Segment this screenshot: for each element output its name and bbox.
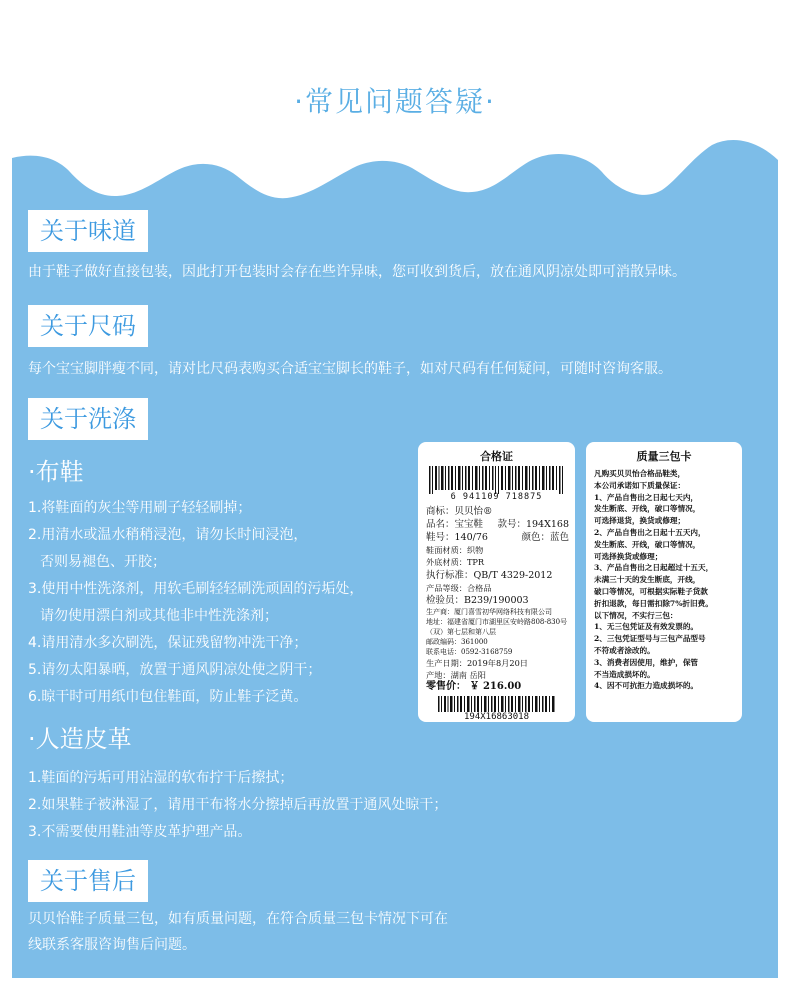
warranty-line: 破口等情况，可根据实际鞋子货款 [594,586,708,596]
warranty-line: 3、消费者因使用，维护，保管 [594,657,699,667]
warranty-line: 不符或者涂改的。 [594,645,655,655]
page-title: ·常见问题答疑· [294,85,496,118]
warranty-line: 不当造成损坏的。 [594,669,655,679]
leather-care-list [28,765,447,846]
section-tag-washing: 关于洗涤 [28,398,148,440]
list-item: 请勿使用漂白剂或其他非中性洗涤剂； [40,608,278,624]
name-style-row [426,518,569,531]
style-no: 款号：194X168 [497,519,569,530]
standard: 执行标准：QB/T 4329-2012 [426,569,553,581]
faq-panel [12,40,778,978]
barcode-image [427,466,567,494]
warranty-line: 本公司承诺如下质量保证： [594,480,686,490]
postcode: 邮政编码：361000 [426,637,488,646]
sole-material: 外底材质：TPR [426,557,485,568]
list-item: 3.不需要使用鞋油等皮革护理产品。 [28,824,252,840]
warranty-card [586,442,742,722]
list-item: 1.将鞋面的灰尘等用刷子轻轻刷掉； [28,500,252,516]
list-item: 1.鞋面的污垢可用沾湿的软布拧干后擦拭； [28,770,294,786]
list-item: 5.请勿太阳暴晒，放置于通风阴凉处使之阴干； [28,662,322,678]
warranty-line: 折扣退款，每日需扣除7%折旧费。 [594,598,713,608]
warranty-line: 可选择退货，换货或修理； [594,516,686,526]
warranty-title: 质量三包卡 [636,450,692,463]
manufacturer: 生产商：厦门喜雪初华网络科技有限公司 [426,607,552,616]
cloth-heading: ·布鞋 [28,458,84,486]
warranty-body [586,464,742,692]
origin: 产地：湖南 岳阳 [426,670,486,681]
shoe-size: 鞋号：140/76 [426,532,488,543]
product-name: 品名：宝宝鞋 [426,519,484,530]
brand: 商标：贝贝怡® [426,506,493,517]
warranty-line: 4、因不可抗拒力造成损坏的。 [594,681,699,691]
section-tag-smell: 关于味道 [28,210,148,252]
list-item: 否则易褪色、开胶； [40,554,166,570]
grade: 产品等级：合格品 [426,582,492,593]
section-tag-size: 关于尺码 [28,305,148,347]
warranty-line: 发生断底、开线，破口等情况， [594,504,701,514]
list-item: 2.用清水或温水稍稍浸泡，请勿长时间浸泡， [28,527,308,543]
address: 地址：福建省厦门市湖里区安岭路808-830号（双）第七层和第八层 [426,617,568,636]
warranty-line: 2、产品自售出之日起十五天内， [594,527,706,537]
smell-text: 由于鞋子做好直接包装，因此打开包装时会存在些许异味，您可收到货后，放在通风阴凉处即可消散异味。 [28,264,686,280]
bottom-code: 194X16863018 [463,711,530,722]
section-tag-after-sales: 关于售后 [28,860,148,902]
certificate-card [418,442,575,722]
phone: 联系电话：0592-3168759 [426,647,513,656]
size-color-row [426,531,569,544]
warranty-line: 发生断底、开线，破口等情况， [594,539,701,549]
retail-price: 零售价： ￥ 216.00 [426,681,522,693]
inspector: 检验员：B239/190003 [426,594,529,606]
after-sales-line-2: 线联系客服咨询售后问题。 [28,937,196,953]
cloth-care-list [28,495,363,711]
after-sales-line-1: 贝贝怡鞋子质量三包，如有质量问题，在符合质量三包卡情况下可在 [28,911,448,927]
warranty-line: 1、产品自售出之日起七天内， [594,492,699,502]
warranty-line: 2、三包凭证型号与三包产品型号 [594,634,706,644]
warranty-line: 3、产品自售出之日起超过十五天， [594,563,714,573]
size-text: 每个宝宝脚胖瘦不同，请对比尺码表购买合适宝宝脚长的鞋子，如对尺码有任何疑问，可随时咨询客服。 [28,361,672,377]
bottom-barcode-image [437,696,557,712]
list-item: 6.晾干时可用纸巾包住鞋面，防止鞋子泛黄。 [28,689,308,705]
list-item: 2.如果鞋子被淋湿了，请用干布将水分擦掉后再放置于通风处晾干； [28,797,448,813]
leather-heading: ·人造皮革 [28,725,132,753]
warranty-line: 可选择换货或修理； [594,551,663,561]
warranty-line: 凡购买贝贝怡合格品鞋类， [594,469,686,478]
certificate-fields [418,502,575,694]
certificate-title: 合格证 [480,450,513,463]
upper-material: 鞋面材质：织物 [426,545,484,555]
barcode-digits: 6 941109 718875 [450,492,543,502]
list-item: 3.使用中性洗涤剂，用软毛刷轻轻刷洗顽固的污垢处， [28,581,364,597]
production-date: 生产日期：2019年8月20日 [426,657,528,668]
warranty-line: 1、无三包凭证及有效发票的。 [594,622,699,632]
warranty-line: 未满三十天的发生断底，开线， [594,575,701,585]
list-item: 4.请用清水多次刷洗，保证残留物冲洗干净； [28,635,308,651]
wave-header [12,40,778,230]
warranty-line: 以下情况，不实行三包： [594,610,678,620]
color: 颜色：蓝色 [521,532,569,543]
